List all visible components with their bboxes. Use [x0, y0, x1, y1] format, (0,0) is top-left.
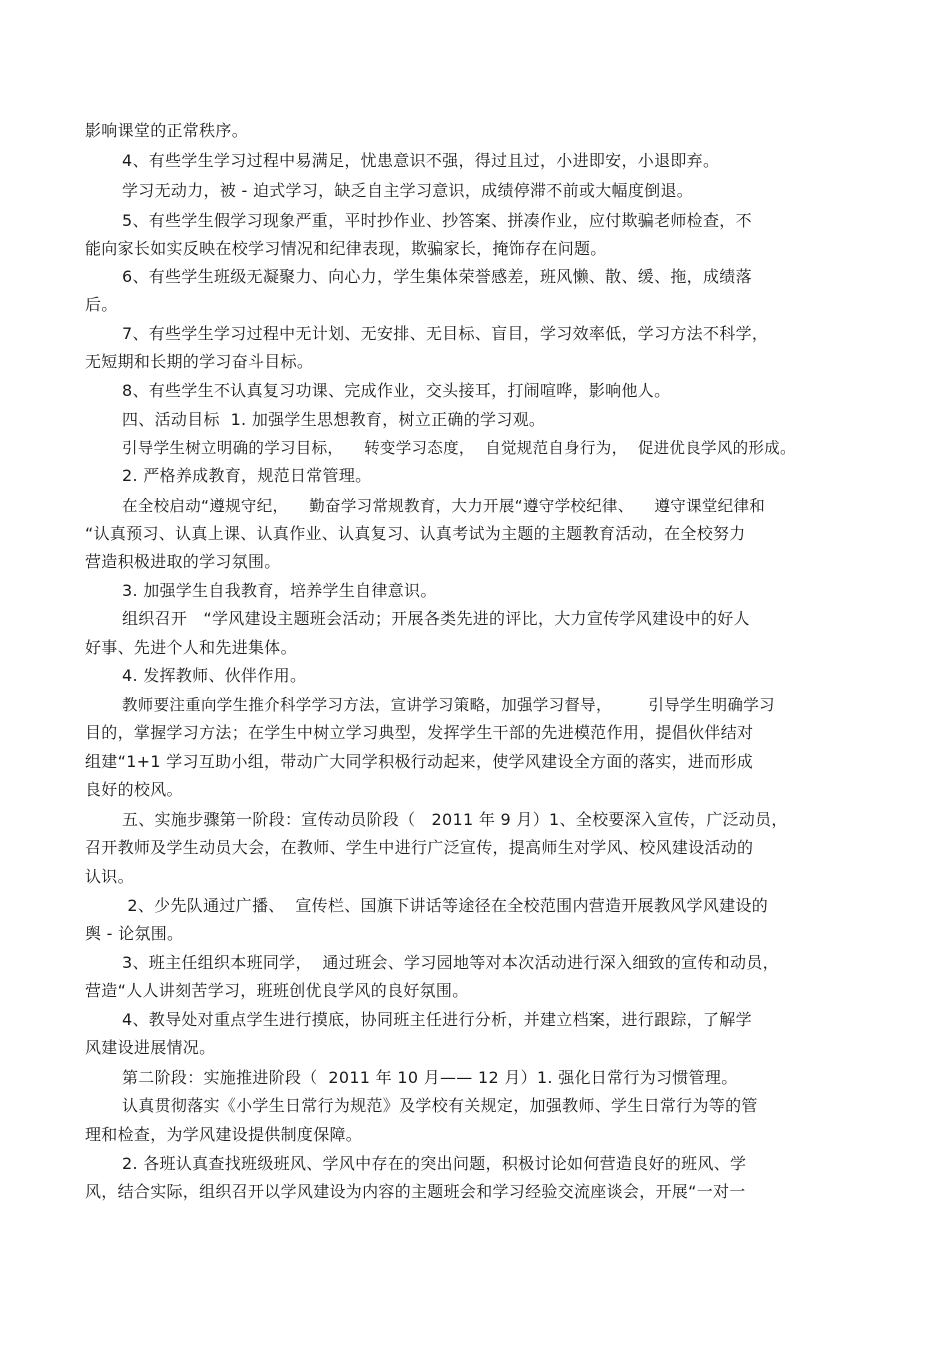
text-line: 7、有些学生学习过程中无计划、无安排、无目标、盲目，学习效率低，学习方法不科学，	[122, 324, 769, 343]
text-line: 后。	[85, 295, 118, 314]
text-line: 2、少先队通过广播、 宣传栏、国旗下讲话等途径在全校范围内营造开展教风学风建设的	[122, 896, 769, 915]
text-line: 3、班主任组织本班同学， 通过班会、学习园地等对本次活动进行深入细致的宣传和动员，	[122, 953, 779, 972]
text-line: 舆 - 论氛围。	[85, 924, 184, 943]
text-line: 理和检查，为学风建设提供制度保障。	[85, 1125, 363, 1144]
text-line: “认真预习、认真上课、认真作业、认真复习、认真考试为主题的主题教育活动，在全校努力	[85, 524, 746, 543]
text-line: 4、有些学生学习过程中易满足，忧患意识不强，得过且过，小进即安，小退即弃。	[122, 151, 720, 170]
text-line: 目的，掌握学习方法；在学生中树立学习典型，发挥学生干部的先进模范作用，提倡伙伴结对	[85, 723, 754, 742]
text-line: 风建设进展情况。	[85, 1038, 216, 1057]
text-line: 营造“人人讲刻苦学习，班班创优良学风的良好氛围。	[85, 981, 469, 1000]
text-line: 良好的校风。	[85, 780, 183, 799]
text-line: 组织召开 “学风建设主题班会活动；开展各类先进的评比，大力宣传学风建设中的好人	[122, 609, 750, 628]
text-line: 好事、先进个人和先进集体。	[85, 638, 297, 657]
text-line: 无短期和长期的学习奋斗目标。	[85, 352, 314, 371]
text-line: 4、教导处对重点学生进行摸底，协同班主任进行分析，并建立档案，进行跟踪，了解学	[122, 1010, 752, 1029]
text-line: 认真贯彻落实《小学生日常行为规范》及学校有关规定，加强教师、学生日常行为等的管	[122, 1096, 758, 1115]
text-line: 4. 发挥教师、伙伴作用。	[122, 666, 307, 685]
text-line: 2. 各班认真查找班级班风、学风中存在的突出问题，积极讨论如何营造良好的班风、学	[122, 1154, 747, 1173]
text-line: 能向家长如实反映在校学习情况和纪律表现，欺骗家长，掩饰存在问题。	[85, 239, 607, 258]
text-line: 第二阶段：实施推进阶段（ 2011 年 10 月—— 12 月）1. 强化日常行为习惯管理。	[122, 1068, 738, 1087]
text-line: 认识。	[85, 867, 134, 886]
text-line: 在全校启动“遵规守纪， 勤奋学习常规教育，大力开展“遵守学校纪律、 遵守课堂纪律和	[122, 497, 766, 515]
text-line: 影响课堂的正常秩序。	[85, 121, 249, 140]
text-line: 教师要注重向学生推介科学学习方法，宣讲学习策略，加强学习督导， 引导学生明确学习	[122, 696, 775, 714]
text-line: 5、有些学生假学习现象严重，平时抄作业、抄答案、拼凑作业，应付欺骗老师检查，不	[122, 211, 752, 230]
text-line: 引导学生树立明确的学习目标， 转变学习态度， 自觉规范自身行为， 促进优良学风的形成。	[122, 439, 796, 457]
text-line: 营造积极进取的学习氛围。	[85, 552, 281, 571]
text-line: 2. 严格养成教育，规范日常管理。	[122, 466, 372, 485]
text-line: 召开教师及学生动员大会，在教师、学生中进行广泛宣传，提高师生对学风、校风建设活动的	[85, 838, 754, 857]
text-line: 学习无动力，被 - 迫式学习，缺乏自主学习意识，成绩停滞不前或大幅度倒退。	[122, 181, 694, 200]
text-line: 6、有些学生班级无凝聚力、向心力，学生集体荣誉感差，班风懒、散、缓、拖，成绩落	[122, 267, 752, 286]
text-line: 五、实施步骤第一阶段：宣传动员阶段（ 2011 年 9 月）1、全校要深入宣传，广泛动员，	[122, 810, 788, 829]
text-line: 8、有些学生不认真复习功课、完成作业，交头接耳，打闹喧哗，影响他人。	[122, 381, 671, 400]
text-line: 风，结合实际，组织召开以学风建设为内容的主题班会和学习经验交流座谈会，开展“一对一	[85, 1182, 746, 1201]
text-line: 四、活动目标 1. 加强学生思想教育，树立正确的学习观。	[122, 410, 546, 429]
text-line: 组建“1+1 学习互助小组，带动广大同学积极行动起来，使学风建设全方面的落实，进而形成	[85, 752, 754, 771]
text-line: 3. 加强学生自我教育，培养学生自律意识。	[122, 581, 437, 600]
